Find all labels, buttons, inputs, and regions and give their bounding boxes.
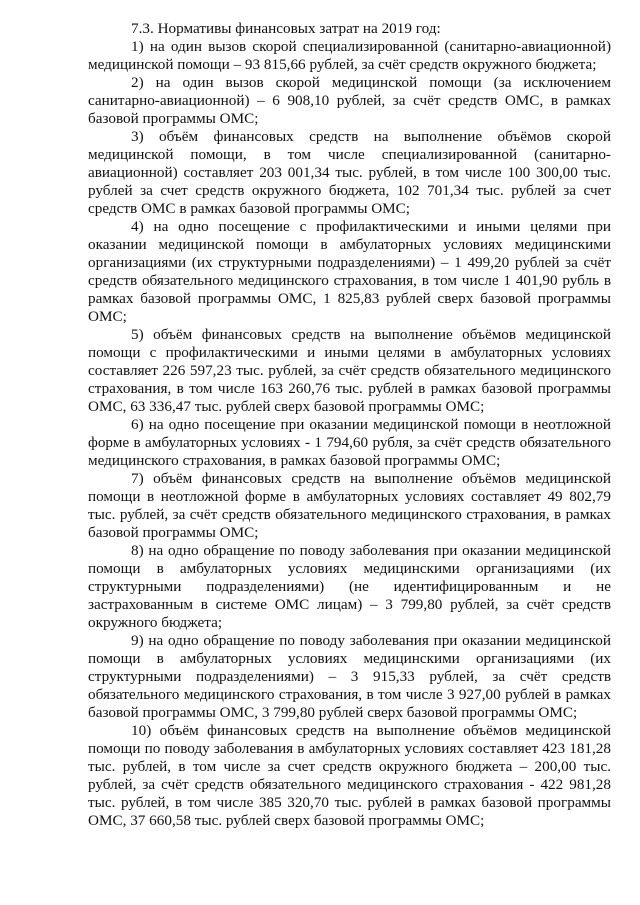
section-heading: 7.3. Нормативы финансовых затрат на 2019 год: <box>131 20 441 37</box>
paragraph-item-6: 6) на одно посещение при оказании медицинской помощи в неотложной форме в амбулаторных условиях - 1 794,60 рубля, за счёт средств обязательного медицинского страхования, в рамках базовой программы ОМС; <box>88 416 611 469</box>
paragraph-item-4: 4) на одно посещение с профилактическими и иными целями при оказании медицинской помощи в амбулаторных условиях медицинскими организациями (их структурными подразделениями) – 1 499,20 рублей за счёт средств обязательного медицинского страхования, в том числе 1 401,90 рубль в рамках базовой программы ОМС, 1 825,83 рублей сверх базовой программы ОМС; <box>88 218 611 325</box>
paragraph-item-7: 7) объём финансовых средств на выполнение объёмов медицинской помощи в неотложной форме в амбулаторных условиях составляет 49 802,79 тыс. рублей, за счёт средств обязательного медицинского страхования, в рамках базовой программы ОМС; <box>88 470 611 541</box>
paragraph-item-5: 5) объём финансовых средств на выполнение объёмов медицинской помощи с профилактическими и иными целями в амбулаторных условиях составляет 226 597,23 тыс. рублей, за счёт средств обязательного медицинского страхования, в том числе 163 260,76 тыс. рублей в рамках базовой программы ОМС, 63 336,47 тыс. рублей сверх базовой программы ОМС; <box>88 326 611 415</box>
paragraph-item-3: 3) объём финансовых средств на выполнение объёмов скорой медицинской помощи, в том числе специализированной (санитарно-авиационной) составляет 203 001,34 тыс. рублей, в том числе 100 300,00 тыс. рублей за счет средств окружного бюджета, 102 701,34 тыс. рублей за счет средств ОМС в рамках базовой программы ОМС; <box>88 128 611 217</box>
paragraph-item-1: 1) на один вызов скорой специализированной (санитарно-авиационной) медицинской помощи – 93 815,66 рублей, за счёт средств окружного бюджета; <box>88 38 611 73</box>
paragraph-item-8: 8) на одно обращение по поводу заболевания при оказании медицинской помощи в амбулаторных условиях медицинскими организациями (их структурными подразделениями) (не идентифицированным и не застрахованным в системе ОМС лицам) – 3 799,80 рублей, за счёт средств окружного бюджета; <box>88 542 611 631</box>
paragraph-item-2: 2) на один вызов скорой медицинской помощи (за исключением санитарно-авиационной) – 6 908,10 рублей, за счёт средств ОМС, в рамках базовой программы ОМС; <box>88 74 611 127</box>
paragraph-item-9: 9) на одно обращение по поводу заболевания при оказании медицинской помощи в амбулаторных условиях медицинскими организациями (их структурными подразделениями) – 3 915,33 рублей, за счёт средств обязательного медицинского страхования, в том числе 3 927,00 рублей в рамках базовой программы ОМС, 3 799,80 рублей сверх базовой программы ОМС; <box>88 632 611 721</box>
paragraph-item-10: 10) объём финансовых средств на выполнение объёмов медицинской помощи по поводу заболевания в амбулаторных условиях составляет 423 181,28 тыс. рублей, в том числе за счет средств окружного бюджета – 200,00 тыс. рублей, за счёт средств обязательного медицинского страхования - 422 981,28 тыс. рублей, в том числе 385 320,70 тыс. рублей в рамках базовой программы ОМС, 37 660,58 тыс. рублей сверх базовой программы ОМС; <box>88 722 611 829</box>
